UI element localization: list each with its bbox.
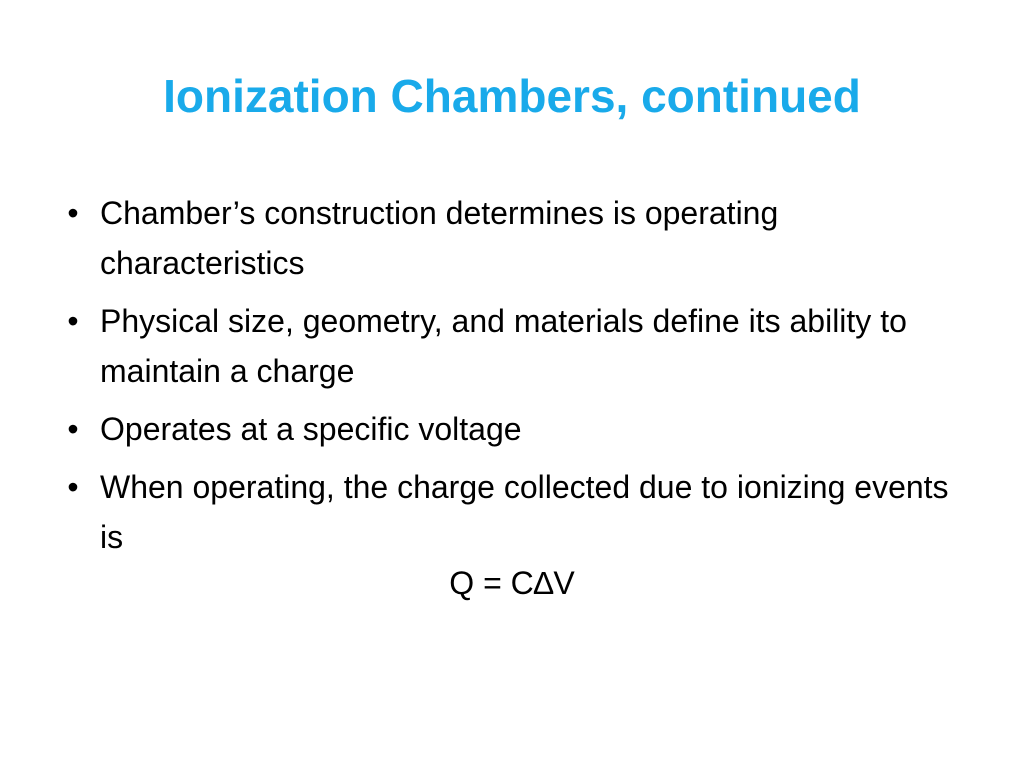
bullet-icon: •	[67, 469, 79, 505]
bullet-icon: •	[67, 195, 79, 231]
charge-formula: Q = C∆V	[449, 565, 575, 601]
bullet-text: Physical size, geometry, and materials define its ability to maintain a charge	[100, 303, 907, 389]
bullet-text: Operates at a specific voltage	[100, 411, 522, 447]
bullet-icon: •	[67, 411, 79, 447]
bullet-item-charge-collected	[58, 462, 968, 562]
bullet-item-voltage	[58, 404, 968, 454]
bullet-text: When operating, the charge collected due to ionizing events is	[100, 469, 949, 555]
bullet-icon: •	[67, 303, 79, 339]
bullet-item-construction	[58, 188, 968, 288]
bullet-list	[58, 188, 968, 570]
slide-title: Ionization Chambers, continued	[163, 70, 861, 122]
bullet-item-physical-size	[58, 296, 968, 396]
bullet-text: Chamber’s construction determines is operating characteristics	[100, 195, 779, 281]
